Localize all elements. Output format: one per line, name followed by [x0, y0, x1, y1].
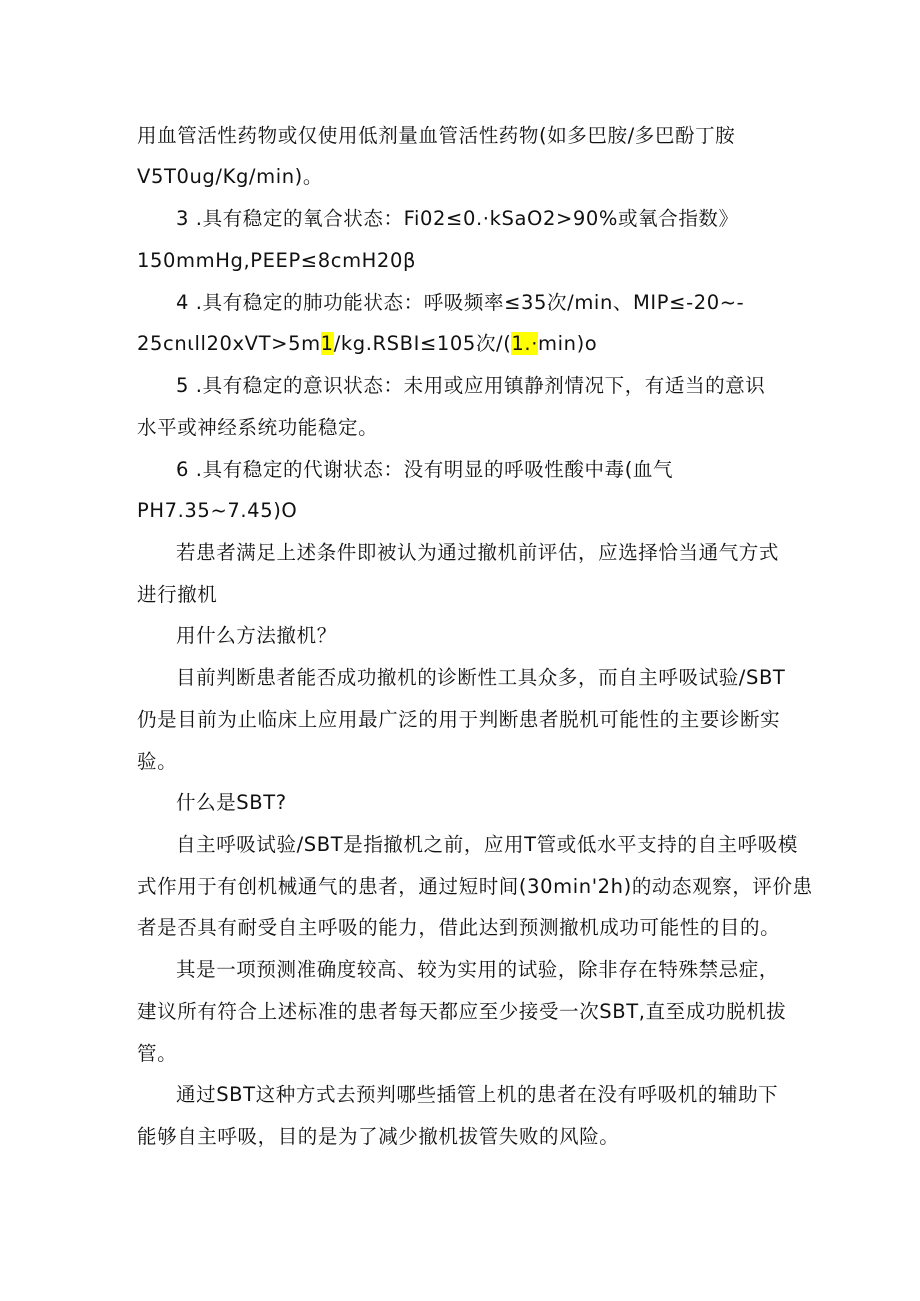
text-line: 建议所有符合上述标准的患者每天都应至少接受一次SBT,直至成功脱机拔: [137, 1000, 787, 1023]
section-question: 用什么方法撤机？: [176, 624, 337, 647]
paragraph-line: 其是一项预测准确度较高、较为实用的试验，除非存在特殊禁忌症，: [176, 958, 780, 981]
paragraph-line: 目前判断患者能否成功撤机的诊断性工具众多，而自主呼吸试验/SBT: [176, 666, 786, 689]
highlight-mark: 1.·: [511, 332, 539, 355]
list-item-6: 6 .具有稳定的代谢状态：没有明显的呼吸性酸中毒(血气: [176, 458, 674, 481]
text-segment: /kg.RSBI≤105次/(: [333, 332, 512, 355]
section-question: 什么是SBT?: [176, 791, 287, 814]
text-line: 水平或神经系统功能稳定。: [137, 416, 379, 439]
text-line: 者是否具有耐受自主呼吸的能力，借此达到预测撤机成功可能性的目的。: [137, 916, 781, 939]
text-line: 仍是目前为止临床上应用最广泛的用于判断患者脱机可能性的主要诊断实: [137, 708, 781, 731]
text-line: PH7.35~7.45)O: [137, 499, 298, 522]
paragraph-line: 若患者满足上述条件即被认为通过撤机前评估，应选择恰当通气方式: [176, 541, 780, 564]
text-line: 用血管活性药物或仅使用低剂量血管活性药物(如多巴胺/多巴酚丁胺: [137, 124, 736, 147]
text-segment: min)o: [538, 332, 598, 355]
text-line: 式作用于有创机械通气的患者，通过短时间(30min'2h)的动态观察，评价患: [137, 875, 813, 898]
text-line-highlighted: [137, 331, 597, 357]
text-line: V5T0ug/Kg/min)。: [137, 165, 323, 188]
text-line: 能够自主呼吸，目的是为了减少撤机拔管失败的风险。: [137, 1125, 620, 1148]
text-line: 150mmHg,PEEP≤8cmH20β: [137, 249, 416, 272]
paragraph-line: 通过SBT这种方式去预判哪些插管上机的患者在没有呼吸机的辅助下: [176, 1083, 779, 1106]
list-item-5: 5 .具有稳定的意识状态：未用或应用镇静剂情况下，有适当的意识: [176, 374, 766, 397]
text-line: 进行撤机: [137, 583, 218, 606]
list-item-4: 4 .具有稳定的肺功能状态：呼吸频率≤35次/min、MIP≤-20~-: [176, 291, 745, 314]
highlight-mark: 1: [320, 332, 334, 355]
text-line: 管。: [137, 1042, 178, 1065]
list-item-3: 3 .具有稳定的氧合状态：Fi02≤0.·kSaO2>90%或氧合指数》: [176, 207, 739, 230]
paragraph-line: 自主呼吸试验/SBT是指撤机之前，应用T管或低水平支持的自主呼吸模: [176, 833, 798, 856]
text-line: 验。: [137, 750, 178, 773]
text-segment: 25cnιll20xVT>5m: [137, 332, 321, 355]
